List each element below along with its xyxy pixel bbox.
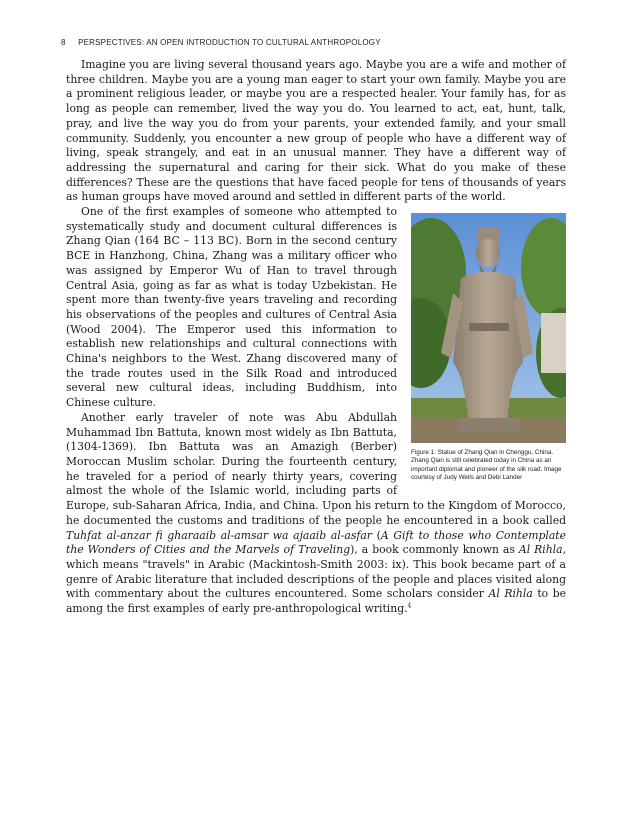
book-title-short: Al Rihla <box>488 587 533 601</box>
text-run: ), a book commonly known as <box>350 543 519 557</box>
book-title-short: Al Rihla <box>518 543 563 557</box>
paragraph-zhang-qian: One of the first examples of someone who attempted to systematically study and document cultural differences is Zhang Qian (164 BC – 113 BC). Born in the second century BCE in Hanzhong, China, Zhang was a military officer who was assigned by Emperor Wu of Han to travel through Central Asia, going as far as what is today Uzbekistan. He spent more than twenty-five years traveling and recording his observations of the peoples and cultures of Central Asia (Wood 2004). The Emperor used this information to establish new relationships and cultural connections with China's neighbors to the West. Zhang discovered many of the trade routes used in the Silk Road and introduced several new cultural ideas, including Buddhism, into Chinese culture. <box>66 205 397 410</box>
figure-zhang-qian <box>411 213 566 483</box>
paragraph-intro: Imagine you are living several thousand years ago. Maybe you are a wife and mother of three children. Maybe you are a young man eager to start your own family. Maybe you are a prominent religious leader, or maybe you are a respected healer. Your family has, for as long as people can remember, lived the way you do. You learned to act, eat, hunt, talk, pray, and live the way you do from your parents, your extended family, and your small community. Suddenly, you encounter a new group of people who have a different way of living, speak strangely, and eat in an unusual manner. They have a different way of addressing the supernatural and caring for their sick. What do you make of these differences? These are the questions that have faced people for tens of thousands of years as human groups have moved around and settled in different parts of the world. <box>66 58 566 204</box>
page-body <box>66 58 566 617</box>
running-title: PERSPECTIVES: AN OPEN INTRODUCTION TO CULTURAL ANTHROPOLOGY <box>78 38 381 47</box>
footnote-marker: 4 <box>407 602 412 610</box>
zhang-qian-statue-photo <box>411 213 566 443</box>
page-number: 8 <box>61 38 66 47</box>
text-run: , which means "travels" in Arabic (Mackintosh-Smith 2003: ix). This book became part of a genre of Arabic literature that included descriptions of the people and places visited along with commentary about the cultures encountered. Some scholars consider <box>66 543 567 601</box>
text-run: ( <box>371 528 381 542</box>
text-run: to be among the first examples of early pre-anthropological writing. <box>66 587 567 616</box>
book-title-english: A Gift to those who Contemplate the Wonders of Cities and the Marvels of Traveling <box>66 528 566 557</box>
running-header <box>61 38 381 47</box>
text-run: Another early traveler of note was Abu Abdullah Muhammad Ibn Battuta, known most widely as Ibn Battuta, (1304-1369). Ibn Battuta was an Amazigh (Berber) Moroccan Muslim scholar. During the fourteenth century, he traveled for a period of nearly thirty years, covering almost the whole of the Islamic world, including parts of Europe, sub-Saharan Africa, India, and China. Upon his return to the Kingdom of Morocco, he documented the customs and traditions of the people he encountered in a book called <box>66 410 566 527</box>
book-title-arabic: Tuhfat al-anzar fi gharaaib al-amsar wa ajaaib al-asfar <box>66 528 372 542</box>
figure-caption: Figure 1: Statue of Zhang Qian in Chenggu, China. Zhang Qian is still celebrated today in China as an important diplomat and pioneer of the silk road. Image courtesy of Judy Wells and Debi Lander <box>411 449 562 482</box>
